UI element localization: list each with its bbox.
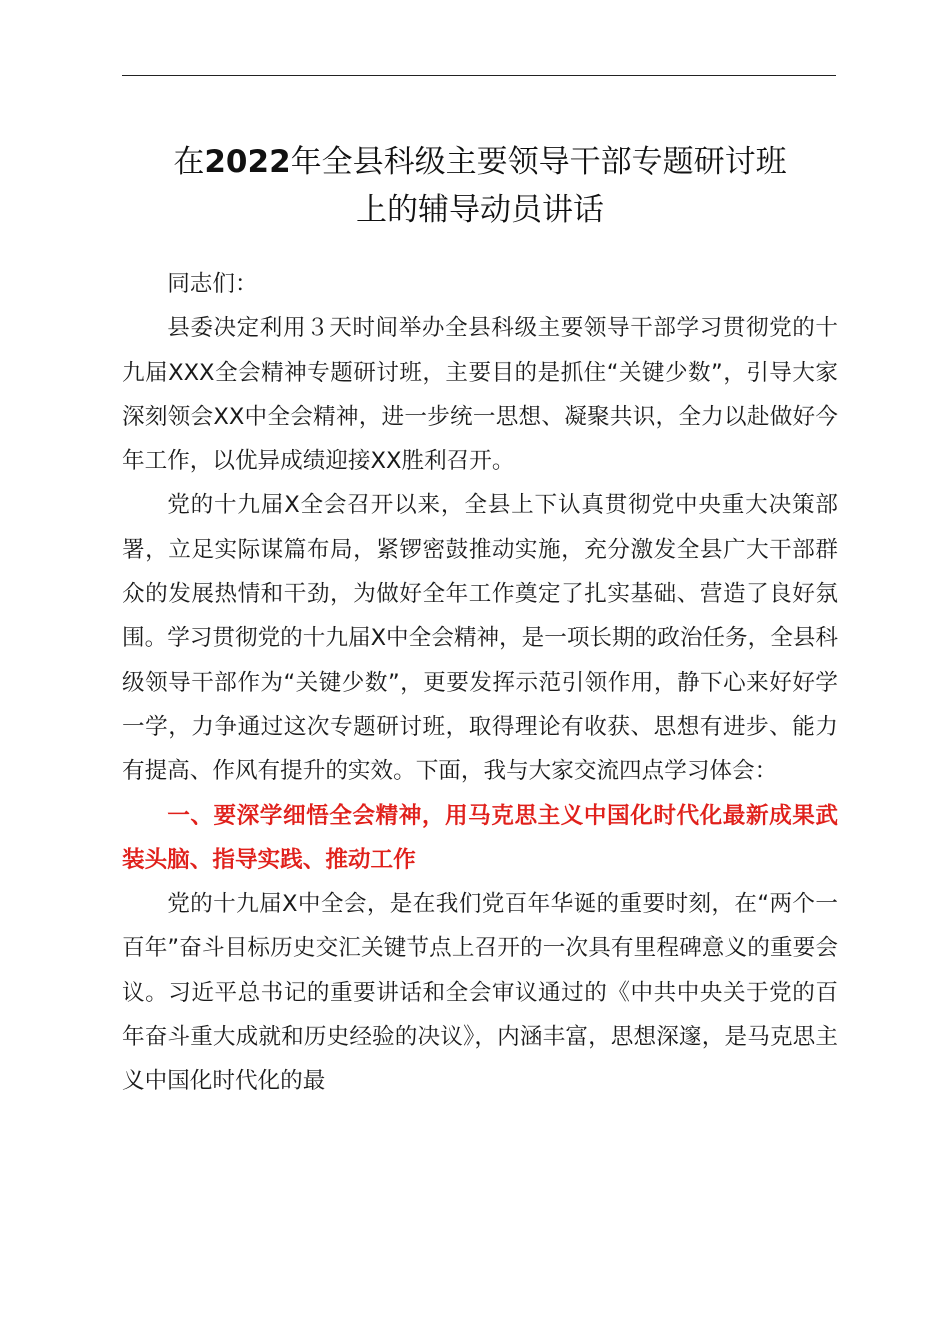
paragraph-3: 党的十九届X中全会，是在我们党百年华诞的重要时刻，在“两个一百年”奋斗目标历史交汇关键节点上召开的一次具有里程碑意义的重要会议。习近平总书记的重要讲话和全会审议通过的《中共中央关于党的百年奋斗重大成就和历史经验的决议》，内涵丰富，思想深邃，是马克思主义中国化时代化的最 — [122, 891, 838, 1095]
section-heading-1: 一、要深学细悟全会精神，用马克思主义中国化时代化最新成果武装头脑、指导实践、推动工作 — [122, 802, 838, 873]
title-line2: 上的辅导动员讲话 — [356, 192, 604, 228]
title-year: 2022 — [204, 144, 291, 180]
document-title — [100, 138, 860, 234]
paragraph-2: 党的十九届X全会召开以来，全县上下认真贯彻党中央重大决策部署，立足实际谋篇布局，紧锣密鼓推动实施，充分激发全县广大干部群众的发展热情和干劲，为做好全年工作奠定了扎实基础、营造了良好氛围。学习贯彻党的十九届X中全会精神，是一项长期的政治任务，全县科级领导干部作为“关键少数”，更要发挥示范引领作用，静下心来好好学一学，力争通过这次专题研讨班，取得理论有收获、思想有进步、能力有提高、作风有提升的实效。下面，我与大家交流四点学习体会： — [122, 492, 838, 785]
paragraph-1: 县委决定利用３天时间举办全县科级主要领导干部学习贯彻党的十九届XXX全会精神专题研讨班，主要目的是抓住“关键少数”，引导大家深刻领会XX中全会精神，进一步统一思想、凝聚共识，全力以赴做好今年工作，以优异成绩迎接XX胜利召开。 — [122, 315, 838, 475]
header-rule — [122, 75, 836, 76]
document-body — [122, 262, 838, 1104]
title-prefix: 在 — [173, 144, 205, 180]
greeting: 同志们： — [167, 271, 258, 297]
title-line1-suffix: 年全县科级主要领导干部专题研讨班 — [290, 144, 787, 180]
